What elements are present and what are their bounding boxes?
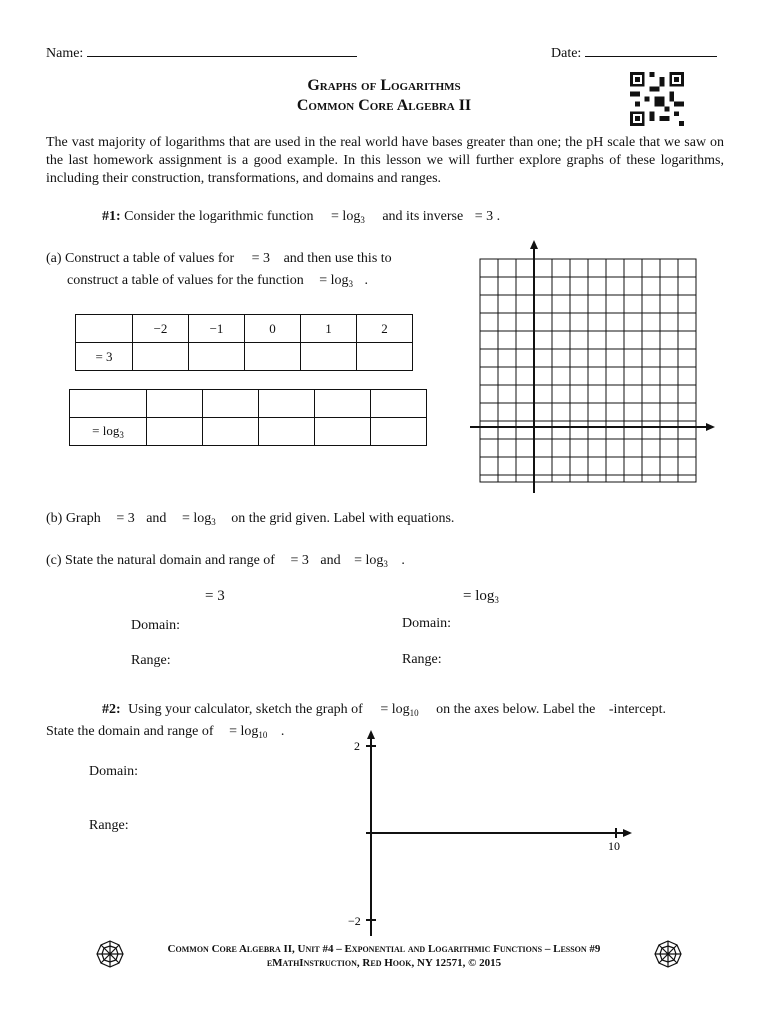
table-cell[interactable] bbox=[259, 390, 315, 418]
log-table bbox=[69, 389, 427, 446]
date-line bbox=[585, 56, 717, 57]
part-c: (c) State the natural domain and range of = 3 and = $\log_3$ . bbox=[46, 553, 405, 569]
footer-line1: Common Core Algebra II, Unit #4 – Exponential and Logarithmic Functions – Lesson #9 bbox=[167, 943, 601, 955]
table-cell[interactable] bbox=[259, 418, 315, 446]
x-header: 2 bbox=[357, 315, 413, 343]
y-min-label: −2 bbox=[348, 914, 361, 928]
y-max-label: 2 bbox=[354, 739, 360, 753]
problem2-number: #2: bbox=[102, 702, 121, 717]
problem2-domain-label: Domain: bbox=[89, 764, 138, 779]
date-label: Date: bbox=[551, 46, 582, 61]
exp-range-label: Range: bbox=[131, 653, 171, 668]
problem1-statement: #1: Consider the logarithmic function = $\log_3$ and its inverse = 3 . bbox=[102, 209, 501, 225]
table-cell[interactable] bbox=[133, 343, 189, 371]
problem1-number: #1: bbox=[102, 209, 121, 224]
problem2-statement: #2: Using your calculator, sketch the graph of = $\log_{10}$ on the axes below. Label the -intercept. bbox=[102, 702, 667, 718]
coordinate-grid[interactable] bbox=[468, 240, 718, 495]
exp-function-heading: = 3 bbox=[205, 588, 225, 604]
part-a-line2: construct a table of values for the function = $\log_3$ . bbox=[67, 273, 369, 289]
exp-domain-label: Domain: bbox=[131, 618, 180, 633]
problem2-line2: State the domain and range of = $\log_{10}$ . bbox=[46, 724, 285, 740]
table-cell[interactable] bbox=[147, 418, 203, 446]
table-cell[interactable] bbox=[371, 418, 427, 446]
x-header: −2 bbox=[133, 315, 189, 343]
table-cell[interactable] bbox=[245, 343, 301, 371]
table-cell[interactable] bbox=[147, 390, 203, 418]
table-cell[interactable] bbox=[70, 390, 147, 418]
part-b: (b) Graph = 3 and = $\log_3$ on the grid given. Label with equations. bbox=[46, 511, 455, 527]
name-field bbox=[46, 46, 357, 62]
log-domain-label: Domain: bbox=[402, 616, 451, 631]
date-field bbox=[551, 46, 717, 62]
name-line bbox=[87, 56, 357, 57]
x-max-label: 10 bbox=[608, 839, 620, 853]
table-cell[interactable] bbox=[301, 343, 357, 371]
table-cell[interactable] bbox=[315, 418, 371, 446]
part-a-line1: (a) Construct a table of values for = 3 and then use this to bbox=[46, 251, 392, 266]
x-header: 0 bbox=[245, 315, 301, 343]
intro-paragraph: The vast majority of logarithms that are used in the real world have bases greater than one; the pH scale that we saw on the last homework assignment is a good example. In this lesson we will further explore graphs of these logarithms, including their construction, transformations, and domains and ranges. bbox=[46, 135, 724, 186]
log10-axes[interactable] bbox=[340, 728, 640, 943]
log-range-label: Range: bbox=[402, 652, 442, 667]
table-cell[interactable] bbox=[76, 315, 133, 343]
page-subtitle: Common Core Algebra II bbox=[296, 97, 472, 114]
x-header: −1 bbox=[189, 315, 245, 343]
name-label: Name: bbox=[46, 46, 84, 61]
log-function-heading: = $\log_3$ bbox=[463, 588, 499, 605]
page-title: Graphs of Logarithms bbox=[307, 77, 461, 94]
x-header: 1 bbox=[301, 315, 357, 343]
problem2-range-label: Range: bbox=[89, 818, 129, 833]
row-label: = 3 bbox=[76, 343, 133, 371]
table-cell[interactable] bbox=[203, 390, 259, 418]
table-cell[interactable] bbox=[189, 343, 245, 371]
table-cell[interactable] bbox=[315, 390, 371, 418]
qr-code-icon bbox=[630, 72, 684, 126]
table-cell[interactable] bbox=[371, 390, 427, 418]
table-cell[interactable] bbox=[203, 418, 259, 446]
exp-table bbox=[75, 314, 413, 371]
footer-line2: eMathInstruction, Red Hook, NY 12571, © 2015 bbox=[266, 957, 502, 969]
table-cell[interactable] bbox=[357, 343, 413, 371]
row-label: = $\log_3$ bbox=[70, 418, 147, 446]
